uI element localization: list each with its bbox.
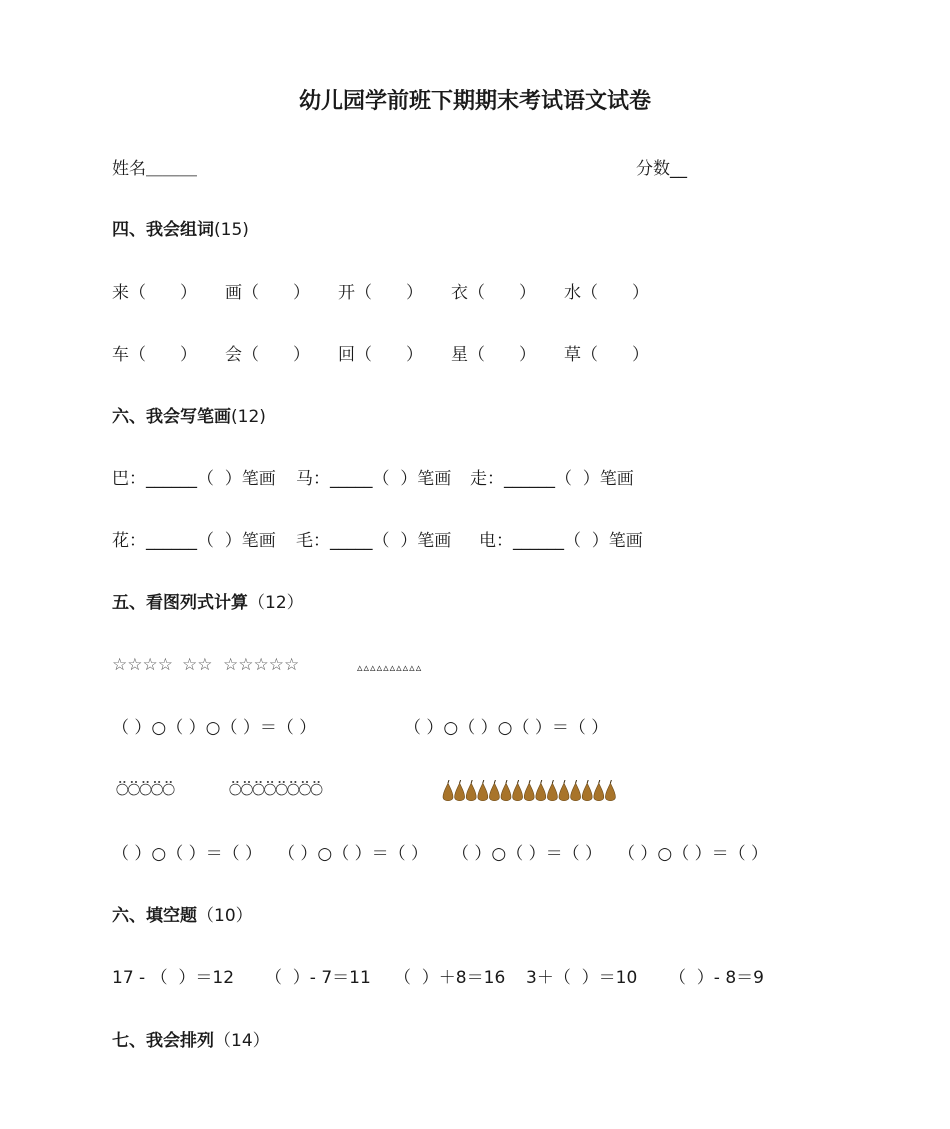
word-group-item: 星（ ）	[451, 345, 536, 365]
pear-icon	[605, 780, 615, 801]
stroke-item: 电：______（ ）笔画	[479, 531, 643, 551]
word-group-item: 车（ ）	[112, 345, 197, 365]
section-points: （14）	[214, 1031, 270, 1051]
equation-blank: （ ）○（ ）＝（ ）	[618, 844, 769, 864]
word-group-item: 来（ ）	[112, 283, 197, 303]
fill-blank-item: 3＋（ ）＝10	[526, 968, 638, 988]
pear-icon	[455, 780, 465, 801]
equation-blank: （ ）○（ ）○（ ）＝（ ）	[112, 718, 317, 738]
pear-icon	[582, 780, 592, 801]
section-heading-ordering	[112, 1030, 270, 1052]
fill-blank-item: （ ）- 8＝9	[669, 968, 764, 988]
word-group-item: 开（ ）	[338, 283, 423, 303]
section-points: (12)	[231, 407, 266, 427]
word-group-item: 画（ ）	[225, 283, 310, 303]
equation-blank: （ ）○（ ）＝（ ）	[452, 844, 603, 864]
stroke-item: 走：______（ ）笔画	[470, 469, 634, 489]
apple-group-icon: ⍥⍥⍥⍥⍥⍥⍥⍥	[229, 778, 322, 802]
star-group-icon: ☆☆☆☆☆	[223, 655, 300, 675]
pear-icon	[489, 780, 499, 801]
section-title: 六、填空题	[112, 906, 197, 926]
name-field-label: 姓名＿＿＿	[112, 159, 197, 179]
stroke-item: 巴：______（ ）笔画	[112, 469, 276, 489]
exam-title: 幼儿园学前班下期期末考试语文试卷	[298, 89, 651, 114]
word-group-item: 草（ ）	[564, 345, 649, 365]
pear-icon	[536, 780, 546, 801]
pear-icon	[547, 780, 557, 801]
triangle-group-icon: ▵▵▵▵▵▵▵▵▵▵	[357, 661, 423, 674]
pear-icon	[571, 780, 581, 801]
pear-icon	[443, 780, 453, 801]
word-group-item: 回（ ）	[338, 345, 423, 365]
pear-group-icon	[442, 780, 622, 806]
star-group-icon: ☆☆☆☆	[112, 655, 173, 675]
equation-blank: （ ）○（ ）＝（ ）	[112, 844, 263, 864]
pear-icon	[559, 780, 569, 801]
equation-blank: （ ）○（ ）○（ ）＝（ ）	[404, 718, 609, 738]
section-title: 四、我会组词	[112, 220, 214, 240]
word-group-item: 衣（ ）	[451, 283, 536, 303]
equation-blank: （ ）○（ ）＝（ ）	[278, 844, 429, 864]
stroke-item: 毛：_____（ ）笔画	[296, 531, 452, 551]
fill-blank-item: （ ）- 7＝11	[265, 968, 371, 988]
section-heading-fill-blanks	[112, 905, 253, 927]
section-heading-strokes	[112, 406, 266, 428]
section-points: （10）	[197, 906, 253, 926]
stroke-item: 马：_____（ ）笔画	[296, 469, 452, 489]
section-title: 七、我会排列	[112, 1031, 214, 1051]
word-group-item: 水（ ）	[564, 283, 649, 303]
score-field-label: 分数__	[636, 159, 687, 179]
pear-icon	[466, 780, 476, 801]
section-points: （12）	[248, 593, 304, 613]
section-heading-word-groups	[112, 219, 249, 241]
word-group-item: 会（ ）	[225, 345, 310, 365]
star-group-icon: ☆☆	[182, 655, 213, 675]
pear-icon	[501, 780, 511, 801]
apple-group-icon: ⍥⍥⍥⍥⍥	[116, 778, 174, 802]
stroke-item: 花：______（ ）笔画	[112, 531, 276, 551]
pear-icon	[513, 780, 523, 801]
section-title: 五、看图列式计算	[112, 593, 248, 613]
section-points: (15)	[214, 220, 249, 240]
section-heading-picture-math	[112, 592, 304, 614]
pear-icon	[594, 780, 604, 801]
pear-icon	[478, 780, 488, 801]
pear-icon	[524, 780, 534, 801]
fill-blank-item: （ ）＋8＝16	[394, 968, 506, 988]
fill-blank-item: 17 - （ ）＝12	[112, 968, 235, 988]
section-title: 六、我会写笔画	[112, 407, 231, 427]
